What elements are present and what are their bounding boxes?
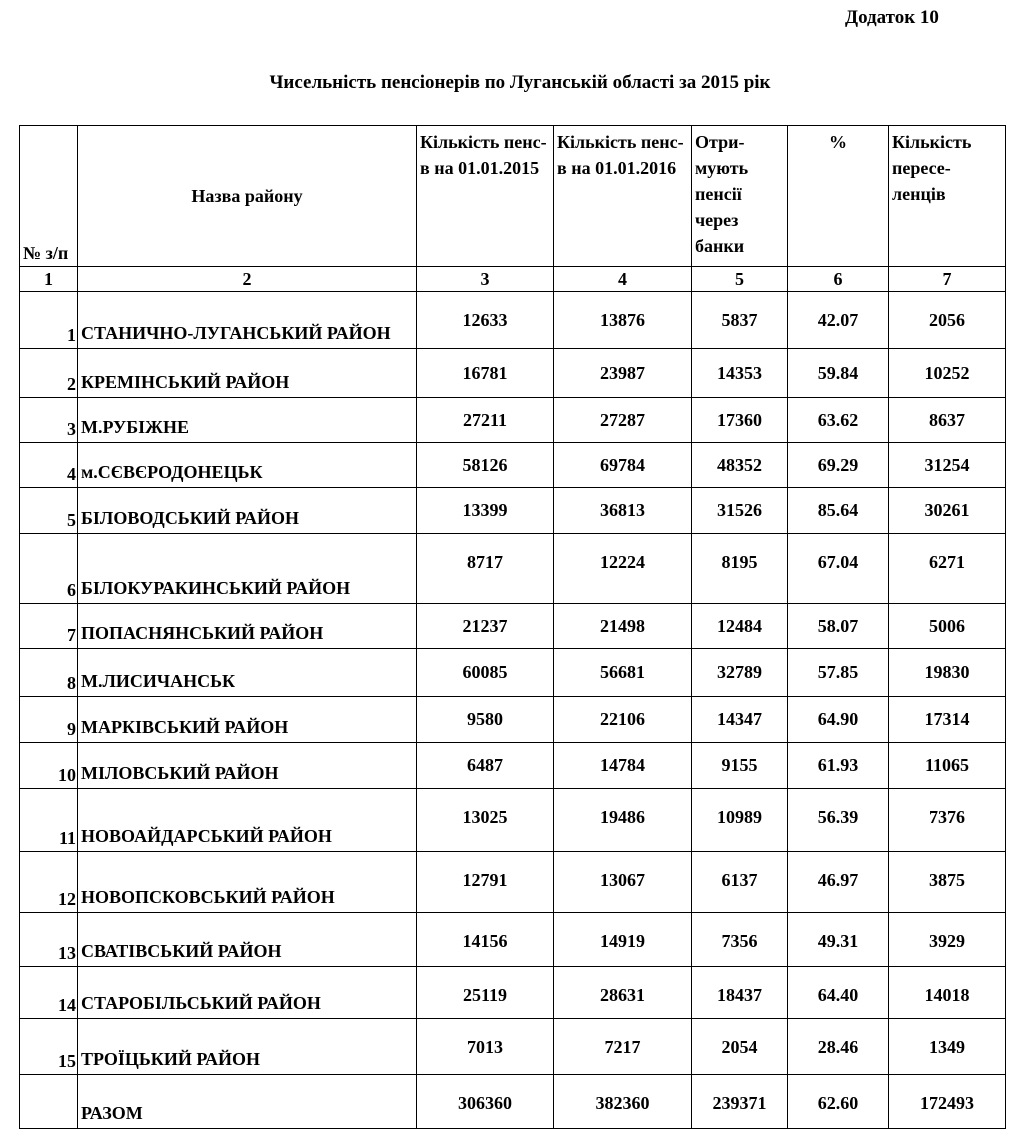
- pensioners-2016-value: 22106: [554, 697, 692, 743]
- row-number: 2: [20, 349, 78, 398]
- district-name: БІЛОВОДСЬКИЙ РАЙОН: [78, 488, 417, 534]
- district-name: ПОПАСНЯНСЬКИЙ РАЙОН: [78, 604, 417, 649]
- row-number: 15: [20, 1019, 78, 1075]
- displaced-value: 3875: [889, 852, 1006, 913]
- percent-value: 49.31: [788, 913, 889, 967]
- pensioners-2016-value: 13876: [554, 292, 692, 349]
- pensioners-2015-value: 14156: [417, 913, 554, 967]
- district-name: НОВОПСКОВСЬКИЙ РАЙОН: [78, 852, 417, 913]
- table-row: [20, 443, 1006, 488]
- percent-value: 46.97: [788, 852, 889, 913]
- pensioners-2015-value: 8717: [417, 534, 554, 604]
- pensioners-2015-value: 12633: [417, 292, 554, 349]
- displaced-value: 1349: [889, 1019, 1006, 1075]
- row-number: 11: [20, 789, 78, 852]
- appendix-label: Додаток 10: [845, 7, 939, 28]
- row-number: 7: [20, 604, 78, 649]
- pensioners-2015-value: 13399: [417, 488, 554, 534]
- row-number: 14: [20, 967, 78, 1019]
- pensioners-2016-value: 14919: [554, 913, 692, 967]
- pensioners-2016-value: 382360: [554, 1075, 692, 1129]
- district-name: РАЗОМ: [78, 1075, 417, 1129]
- via-banks-value: 239371: [692, 1075, 788, 1129]
- pensioners-2016-value: 19486: [554, 789, 692, 852]
- via-banks-value: 9155: [692, 743, 788, 789]
- district-name: МАРКІВСЬКИЙ РАЙОН: [78, 697, 417, 743]
- row-number: 10: [20, 743, 78, 789]
- table-row: [20, 852, 1006, 913]
- table-row: [20, 967, 1006, 1019]
- pensioners-2016-value: 36813: [554, 488, 692, 534]
- district-name: СТАРОБІЛЬСЬКИЙ РАЙОН: [78, 967, 417, 1019]
- displaced-value: 172493: [889, 1075, 1006, 1129]
- via-banks-value: 32789: [692, 649, 788, 697]
- pensioners-2016-value: 14784: [554, 743, 692, 789]
- district-name: БІЛОКУРАКИНСЬКИЙ РАЙОН: [78, 534, 417, 604]
- displaced-value: 6271: [889, 534, 1006, 604]
- row-number: 1: [20, 292, 78, 349]
- percent-value: 67.04: [788, 534, 889, 604]
- pensioners-2016-value: 7217: [554, 1019, 692, 1075]
- table-row: [20, 488, 1006, 534]
- district-name: СТАНИЧНО-ЛУГАНСЬКИЙ РАЙОН: [78, 292, 417, 349]
- column-index-row: [20, 267, 1006, 292]
- pensioners-2016-value: 27287: [554, 398, 692, 443]
- pensioners-2015-value: 60085: [417, 649, 554, 697]
- displaced-value: 5006: [889, 604, 1006, 649]
- row-number: 5: [20, 488, 78, 534]
- displaced-value: 7376: [889, 789, 1006, 852]
- index-cell: 3: [417, 267, 554, 292]
- district-name: М.РУБІЖНЕ: [78, 398, 417, 443]
- percent-value: 61.93: [788, 743, 889, 789]
- header-name: Назва району: [78, 126, 417, 267]
- via-banks-value: 8195: [692, 534, 788, 604]
- displaced-value: 31254: [889, 443, 1006, 488]
- index-cell: 1: [20, 267, 78, 292]
- percent-value: 64.90: [788, 697, 889, 743]
- pensioners-2016-value: 12224: [554, 534, 692, 604]
- pensioners-2015-value: 306360: [417, 1075, 554, 1129]
- table-row: [20, 913, 1006, 967]
- index-cell: 2: [78, 267, 417, 292]
- header-pensioners-2016: Кількість пенс-в на 01.01.2016: [554, 126, 692, 267]
- pensioners-2015-value: 21237: [417, 604, 554, 649]
- table-row: [20, 743, 1006, 789]
- total-row: [20, 1075, 1006, 1129]
- displaced-value: 8637: [889, 398, 1006, 443]
- header-num: № з/п: [20, 126, 78, 267]
- via-banks-value: 10989: [692, 789, 788, 852]
- via-banks-value: 2054: [692, 1019, 788, 1075]
- via-banks-value: 6137: [692, 852, 788, 913]
- pensioners-table: [19, 125, 1006, 1129]
- pensioners-2016-value: 56681: [554, 649, 692, 697]
- row-number: [20, 1075, 78, 1129]
- pensioners-2016-value: 28631: [554, 967, 692, 1019]
- pensioners-2015-value: 16781: [417, 349, 554, 398]
- percent-value: 69.29: [788, 443, 889, 488]
- via-banks-value: 18437: [692, 967, 788, 1019]
- displaced-value: 11065: [889, 743, 1006, 789]
- pensioners-2015-value: 13025: [417, 789, 554, 852]
- displaced-value: 30261: [889, 488, 1006, 534]
- table-row: [20, 534, 1006, 604]
- percent-value: 62.60: [788, 1075, 889, 1129]
- pensioners-2015-value: 12791: [417, 852, 554, 913]
- row-number: 4: [20, 443, 78, 488]
- district-name: НОВОАЙДАРСЬКИЙ РАЙОН: [78, 789, 417, 852]
- table-header-row: [20, 126, 1006, 267]
- header-displaced: Кількість пересе-ленців: [889, 126, 1006, 267]
- pensioners-2015-value: 9580: [417, 697, 554, 743]
- via-banks-value: 5837: [692, 292, 788, 349]
- pensioners-2015-value: 58126: [417, 443, 554, 488]
- row-number: 12: [20, 852, 78, 913]
- district-name: КРЕМІНСЬКИЙ РАЙОН: [78, 349, 417, 398]
- percent-value: 64.40: [788, 967, 889, 1019]
- header-pensioners-2015: Кількість пенс-в на 01.01.2015: [417, 126, 554, 267]
- pensioners-2015-value: 25119: [417, 967, 554, 1019]
- table-row: [20, 697, 1006, 743]
- district-name: М.ЛИСИЧАНСЬК: [78, 649, 417, 697]
- percent-value: 42.07: [788, 292, 889, 349]
- via-banks-value: 14347: [692, 697, 788, 743]
- percent-value: 56.39: [788, 789, 889, 852]
- table-row: [20, 1019, 1006, 1075]
- pensioners-2015-value: 6487: [417, 743, 554, 789]
- percent-value: 63.62: [788, 398, 889, 443]
- via-banks-value: 7356: [692, 913, 788, 967]
- via-banks-value: 31526: [692, 488, 788, 534]
- via-banks-value: 17360: [692, 398, 788, 443]
- displaced-value: 19830: [889, 649, 1006, 697]
- row-number: 8: [20, 649, 78, 697]
- table-row: [20, 604, 1006, 649]
- displaced-value: 17314: [889, 697, 1006, 743]
- pensioners-2015-value: 27211: [417, 398, 554, 443]
- header-via-banks: Отри-мують пенсії через банки: [692, 126, 788, 267]
- index-cell: 4: [554, 267, 692, 292]
- document-title: Чисельність пенсіонерів по Луганській області за 2015 рік: [269, 72, 771, 93]
- pensioners-2016-value: 23987: [554, 349, 692, 398]
- district-name: СВАТІВСЬКИЙ РАЙОН: [78, 913, 417, 967]
- table-row: [20, 292, 1006, 349]
- table-row: [20, 789, 1006, 852]
- percent-value: 85.64: [788, 488, 889, 534]
- row-number: 9: [20, 697, 78, 743]
- district-name: МІЛОВСЬКИЙ РАЙОН: [78, 743, 417, 789]
- percent-value: 58.07: [788, 604, 889, 649]
- row-number: 13: [20, 913, 78, 967]
- district-name: м.СЄВЄРОДОНЕЦЬК: [78, 443, 417, 488]
- table-row: [20, 349, 1006, 398]
- table-row: [20, 398, 1006, 443]
- displaced-value: 2056: [889, 292, 1006, 349]
- district-name: ТРОЇЦЬКИЙ РАЙОН: [78, 1019, 417, 1075]
- pensioners-2016-value: 21498: [554, 604, 692, 649]
- displaced-value: 3929: [889, 913, 1006, 967]
- index-cell: 5: [692, 267, 788, 292]
- index-cell: 7: [889, 267, 1006, 292]
- pensioners-2016-value: 13067: [554, 852, 692, 913]
- via-banks-value: 14353: [692, 349, 788, 398]
- header-percent: %: [788, 126, 889, 267]
- row-number: 6: [20, 534, 78, 604]
- percent-value: 59.84: [788, 349, 889, 398]
- index-cell: 6: [788, 267, 889, 292]
- percent-value: 28.46: [788, 1019, 889, 1075]
- row-number: 3: [20, 398, 78, 443]
- pensioners-2015-value: 7013: [417, 1019, 554, 1075]
- pensioners-2016-value: 69784: [554, 443, 692, 488]
- via-banks-value: 48352: [692, 443, 788, 488]
- table-row: [20, 649, 1006, 697]
- displaced-value: 14018: [889, 967, 1006, 1019]
- via-banks-value: 12484: [692, 604, 788, 649]
- displaced-value: 10252: [889, 349, 1006, 398]
- percent-value: 57.85: [788, 649, 889, 697]
